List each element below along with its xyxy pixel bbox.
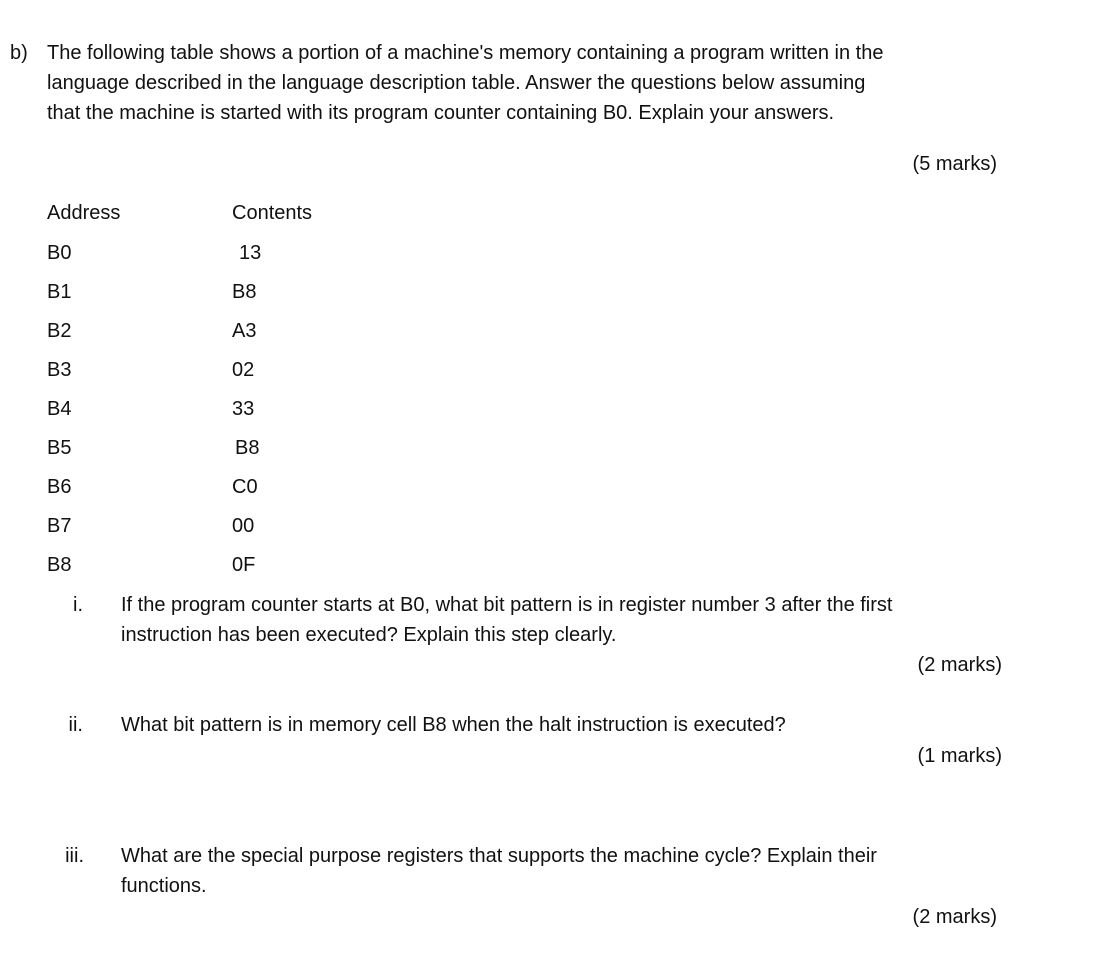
contents-header: Contents <box>232 202 313 224</box>
table-row-contents: 00 <box>232 515 255 537</box>
table-row-contents: 02 <box>232 359 255 381</box>
table-row-address: B7 <box>47 515 72 537</box>
table-row-address: B5 <box>47 437 72 459</box>
question-marks: (5 marks) <box>912 153 997 175</box>
subquestion-text-line: If the program counter starts at B0, what bit pattern is in register number 3 after the first <box>121 594 893 616</box>
subquestion-marks: (2 marks) <box>917 654 1002 676</box>
intro-line-3: that the machine is started with its program counter containing B0. Explain your answers. <box>47 102 835 124</box>
table-row-address: B3 <box>47 359 72 381</box>
table-row-address: B8 <box>47 554 72 576</box>
address-header: Address <box>47 202 121 224</box>
table-row-contents: C0 <box>232 476 258 498</box>
table-row-address: B4 <box>47 398 72 420</box>
subquestion-text-line: What bit pattern is in memory cell B8 when the halt instruction is executed? <box>121 714 786 736</box>
table-row-address: B2 <box>47 320 72 342</box>
table-row-contents: 33 <box>232 398 255 420</box>
table-row-address: B1 <box>47 281 72 303</box>
table-row-contents: B8 <box>235 437 260 459</box>
table-row-contents: B8 <box>232 281 257 303</box>
subquestion-number: iii. <box>65 845 84 867</box>
intro-line-2: language described in the language description table. Answer the questions below assuming <box>47 72 866 94</box>
subquestion-marks: (2 marks) <box>912 906 997 928</box>
subquestion-number: ii. <box>68 714 83 736</box>
table-row-contents: 13 <box>239 242 262 264</box>
table-row-contents: A3 <box>232 320 257 342</box>
subquestion-text-line: functions. <box>121 875 207 897</box>
table-row-address: B6 <box>47 476 72 498</box>
question-label: b) <box>10 42 28 64</box>
subquestion-text-line: instruction has been executed? Explain this step clearly. <box>121 624 617 646</box>
table-row-address: B0 <box>47 242 72 264</box>
subquestion-number: i. <box>73 594 83 616</box>
table-row-contents: 0F <box>232 554 256 576</box>
intro-line-1: The following table shows a portion of a machine's memory containing a program written in the <box>47 42 884 64</box>
subquestion-text-line: What are the special purpose registers that supports the machine cycle? Explain their <box>121 845 877 867</box>
subquestion-marks: (1 marks) <box>917 745 1002 767</box>
